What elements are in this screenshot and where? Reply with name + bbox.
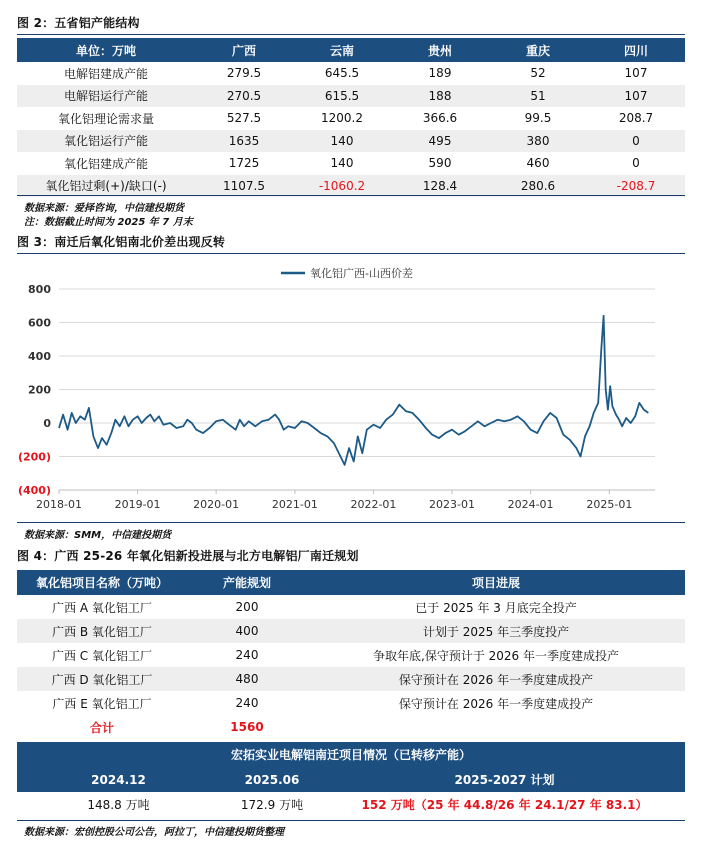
table-cell: 590 <box>428 156 452 171</box>
project-capacity: 480 <box>235 672 259 686</box>
projects-header-row <box>17 570 685 595</box>
x-tick-label: 2018-01 <box>36 498 82 511</box>
project-progress: 计划于 2025 年三季度投产 <box>422 624 570 639</box>
price-spread-svg <box>17 256 685 521</box>
total-value: 1560 <box>230 720 264 734</box>
header-unit: 单位：万吨 <box>17 38 195 62</box>
table-cell: 140 <box>330 133 354 148</box>
table-cell: 0 <box>632 156 640 171</box>
table-cell: 140 <box>330 156 354 171</box>
fig4-title: 图 4：广西 25-26 年氧化铝新投进展与北方电解铝厂南迁规划 <box>17 549 359 563</box>
fig2-bottom-rule <box>17 195 685 196</box>
row-label: 氧化铝运行产能 <box>63 134 148 149</box>
relocation-value-2024-12: 148.8 万吨 <box>87 798 150 812</box>
project-row <box>17 619 685 643</box>
project-progress: 保守预计在 2026 年一季度建成投产 <box>398 696 594 711</box>
table-cell: 366.6 <box>422 111 458 126</box>
row-label: 电解铝建成产能 <box>63 66 148 81</box>
table-cell: 189 <box>428 66 452 81</box>
capacity-structure-table <box>17 38 685 197</box>
y-tick-label: 0 <box>43 417 51 430</box>
table-row <box>17 62 685 85</box>
row-label: 电解铝运行产能 <box>63 89 148 104</box>
table-cell: 1200.2 <box>321 111 363 126</box>
x-tick-label: 2019-01 <box>114 498 161 511</box>
project-name: 广西 A 氧化铝工厂 <box>52 600 152 615</box>
table-cell: 107 <box>624 88 648 103</box>
table-cell: 380 <box>526 133 550 148</box>
relocation-title-row <box>17 742 685 767</box>
table-cell: 99.5 <box>524 111 552 126</box>
fig2-source: 数据来源：爱择咨询，中信建投期货 <box>24 203 184 214</box>
fig2-top-rule <box>17 34 685 35</box>
table-cell: 107 <box>624 66 648 81</box>
table-cell: 188 <box>428 88 452 103</box>
project-row <box>17 643 685 667</box>
table-cell: 270.5 <box>226 88 262 103</box>
relocation-value-2025-06: 172.9 万吨 <box>240 798 304 812</box>
y-tick-label: (200) <box>17 450 51 464</box>
y-tick-label: 600 <box>28 316 51 330</box>
project-progress: 已于 2025 年 3 月底完全投产 <box>415 600 577 615</box>
relocation-value-plan: 152 万吨（25 年 44.8/26 年 24.1/27 年 83.1） <box>361 798 648 812</box>
alumina-projects-table <box>17 570 685 739</box>
header-chongqing: 重庆 <box>489 38 587 62</box>
table-cell: 527.5 <box>226 111 262 126</box>
table-cell: 0 <box>632 133 640 148</box>
relocation-table <box>17 742 685 817</box>
project-row <box>17 691 685 715</box>
project-capacity: 240 <box>235 696 259 710</box>
table-cell: -1060.2 <box>318 178 366 193</box>
header-guangxi: 广西 <box>195 38 293 62</box>
fig3-top-rule <box>17 253 685 254</box>
project-capacity: 240 <box>235 648 259 662</box>
table-cell: -208.7 <box>616 178 656 193</box>
y-tick-label: 200 <box>28 383 51 397</box>
table-row <box>17 107 685 130</box>
fig2-note: 注：数据截止时间为 2025 年 7 月末 <box>24 217 193 228</box>
project-progress: 保守预计在 2026 年一季度建成投产 <box>398 672 594 687</box>
fig4-bottom-rule <box>17 820 685 821</box>
relocation-value-row <box>17 792 685 817</box>
table-header-row <box>17 38 685 62</box>
row-label: 氧化铝建成产能 <box>63 156 148 171</box>
row-label: 氧化铝理论需求量 <box>57 111 154 126</box>
table-cell: 52 <box>530 66 546 81</box>
project-row <box>17 667 685 691</box>
relocation-header-plan: 2025-2027 计划 <box>324 767 685 792</box>
x-tick-label: 2025-01 <box>586 498 633 511</box>
fig3-source: 数据来源：SMM，中信建投期货 <box>24 530 172 541</box>
table-row <box>17 175 685 198</box>
project-name: 广西 B 氧化铝工厂 <box>52 624 152 639</box>
table-cell: 1725 <box>228 156 260 171</box>
header-yunnan: 云南 <box>293 38 391 62</box>
table-row <box>17 152 685 175</box>
projects-total-row <box>17 715 685 739</box>
relocation-header-2024-12: 2024.12 <box>17 767 220 792</box>
table-cell: 208.7 <box>618 111 654 126</box>
table-cell: 1107.5 <box>223 178 265 193</box>
y-tick-label: (400) <box>17 484 51 497</box>
project-name: 广西 C 氧化铝工厂 <box>51 648 152 663</box>
project-capacity: 400 <box>235 624 259 638</box>
header-guizhou: 贵州 <box>391 38 489 62</box>
fig3-bottom-rule <box>17 522 685 523</box>
fig4-source: 数据来源：宏创控股公司公告，阿拉丁，中信建投期货整理 <box>24 827 284 838</box>
x-tick-label: 2020-01 <box>193 498 240 511</box>
header-capacity-plan: 产能规划 <box>187 570 307 595</box>
x-tick-label: 2023-01 <box>429 498 476 511</box>
relocation-title: 宏拓实业电解铝南迁项目情况（已转移产能） <box>17 742 685 767</box>
table-cell: 279.5 <box>226 66 262 81</box>
header-progress: 项目进展 <box>307 570 685 595</box>
price-spread-chart <box>17 256 685 521</box>
y-tick-label: 800 <box>28 283 51 296</box>
table-cell: 495 <box>428 133 452 148</box>
table-cell: 1635 <box>228 133 260 148</box>
table-cell: 280.6 <box>520 178 556 193</box>
y-tick-label: 400 <box>28 350 51 363</box>
x-tick-label: 2024-01 <box>507 498 554 511</box>
header-project-name: 氧化铝项目名称（万吨） <box>17 570 187 595</box>
legend-label: 氧化铝广西-山西价差 <box>310 267 413 280</box>
relocation-header-2025-06: 2025.06 <box>220 767 324 792</box>
project-row <box>17 595 685 619</box>
table-cell: 128.4 <box>422 178 458 193</box>
table-cell: 51 <box>530 88 546 103</box>
table-cell: 460 <box>526 156 550 171</box>
relocation-header-row <box>17 767 685 792</box>
table-row <box>17 85 685 108</box>
fig3-title: 图 3：南迁后氧化铝南北价差出现反转 <box>17 235 226 249</box>
x-tick-label: 2021-01 <box>271 498 318 511</box>
fig2-title: 图 2：五省铝产能结构 <box>17 16 140 30</box>
total-label: 合计 <box>89 720 114 735</box>
x-tick-label: 2022-01 <box>350 498 397 511</box>
row-label: 氧化铝过剩(+)/缺口(-) <box>45 179 167 194</box>
table-row <box>17 130 685 153</box>
table-cell: 615.5 <box>324 88 360 103</box>
project-progress: 争取年底,保守预计于 2026 年一季度建成投产 <box>373 648 619 663</box>
project-name: 广西 D 氧化铝工厂 <box>51 672 153 687</box>
header-sichuan: 四川 <box>587 38 685 62</box>
project-capacity: 200 <box>235 600 259 614</box>
series-line <box>59 316 648 465</box>
project-name: 广西 E 氧化铝工厂 <box>52 696 152 711</box>
table-cell: 645.5 <box>324 66 360 81</box>
